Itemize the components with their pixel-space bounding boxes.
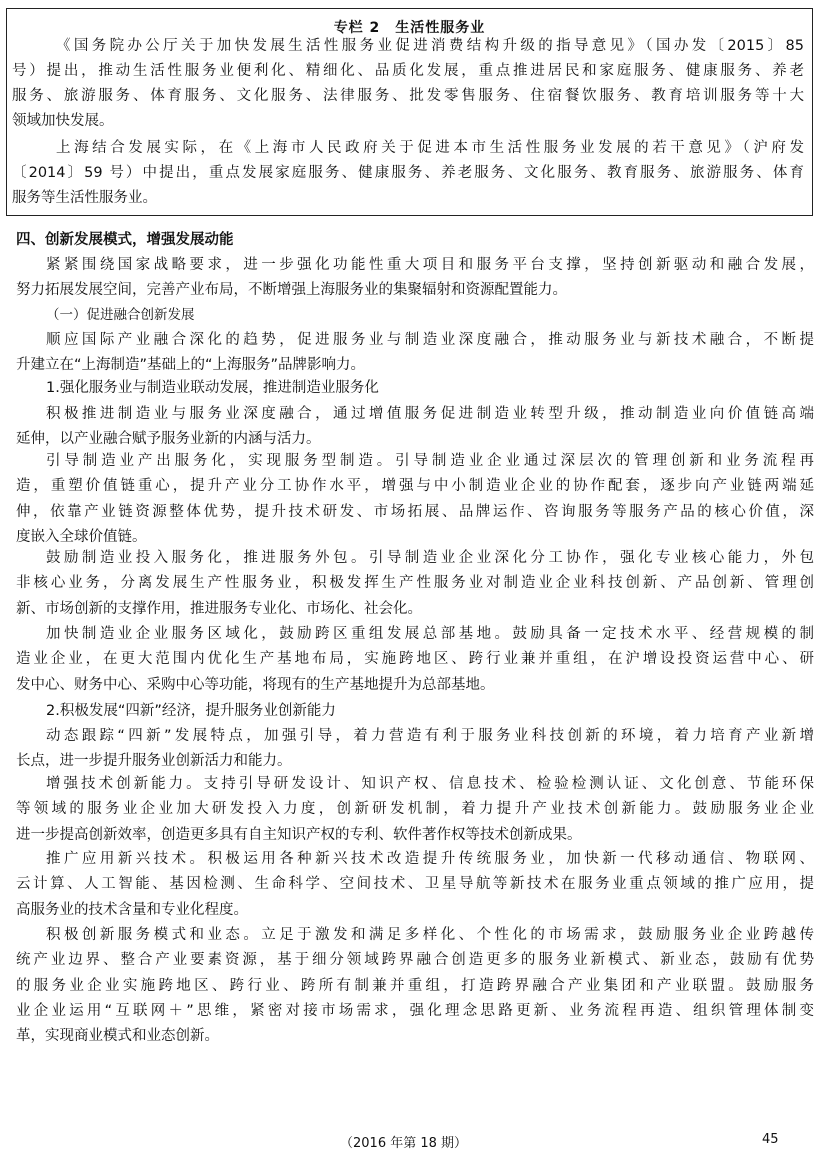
item-heading: 1.强化服务业与制造业联动发展，推进制造业服务化 xyxy=(46,380,379,396)
paragraph-line: 积极创新服务模式和业态。立足于激发和满足多样化、个性化的市场需求，鼓励服务业企业跨越传 xyxy=(46,927,814,943)
paragraph-line: 进一步提高创新效率，创造更多具有自主知识产权的专利、软件著作权等技术创新成果。 xyxy=(16,826,582,843)
box-title: 专栏 2 生活性服务业 xyxy=(333,20,486,36)
box-text-line: 服务等生活性服务业。 xyxy=(12,190,157,206)
paragraph-line: 的服务业企业实施跨地区、跨行业、跨所有制兼并重组，打造跨界融合产业集团和产业联盟。鼓励服务 xyxy=(16,977,814,994)
paragraph-line: 业企业运用“互联网＋”思维，紧密对接市场需求，强化理念思路更新、业务流程再造、组织管理体制变 xyxy=(16,1002,814,1019)
paragraph-line: 引导制造业产出服务化，实现服务型制造。引导制造业企业通过深层次的管理创新和业务流程再 xyxy=(46,453,814,469)
subsection-heading: （一）促进融合创新发展 xyxy=(46,307,195,323)
paragraph-line: 伸，依靠产业链资源整体优势，提升技术研发、市场拓展、品牌运作、咨询服务等服务产品的核心价值，深 xyxy=(16,503,814,520)
paragraph-line: 造，重塑价值链重心，提升产业分工协作水平，增强与中小制造业企业的协作配套，逐步向产业链两端延 xyxy=(16,478,814,495)
paragraph-line: 发中心、财务中心、采购中心等功能，将现有的生产基地提升为总部基地。 xyxy=(16,676,495,693)
paragraph-line: 等领域的服务业企业加大研发投入力度，创新研发机制，着力提升产业技术创新能力。鼓励服务业企业 xyxy=(16,801,814,818)
paragraph-line: 紧紧围绕国家战略要求，进一步强化功能性重大项目和服务平台支撑，坚持创新驱动和融合发展， xyxy=(46,257,814,273)
box-text-line: 服务、旅游服务、体育服务、文化服务、法律服务、批发零售服务、住宿餐饮服务、教育培训服务等十大 xyxy=(12,88,804,104)
paragraph-line: 云计算、人工智能、基因检测、生命科学、空间技术、卫星导航等新技术在服务业重点领域的推广应用，提 xyxy=(16,876,814,893)
page-number: 45 xyxy=(762,1132,779,1147)
paragraph-line: 推广应用新兴技术。积极运用各种新兴技术改造提升传统服务业，加快新一代移动通信、物联网、 xyxy=(46,851,814,867)
paragraph-line: 长点，进一步提升服务业创新活力和能力。 xyxy=(16,753,292,770)
section-heading: 四、创新发展模式，增强发展动能 xyxy=(16,232,234,248)
paragraph-line: 顺应国际产业融合深化的趋势，促进服务业与制造业深度融合，推动服务业与新技术融合，不断提 xyxy=(46,332,814,348)
paragraph-line: 非核心业务，分离发展生产性服务业，积极发挥生产性服务业对制造业企业科技创新、产品创新、管理创 xyxy=(16,575,814,592)
box-text-line: 号）提出，推动生活性服务业便利化、精细化、品质化发展，重点推进居民和家庭服务、健康服务、养老 xyxy=(12,63,804,79)
issue-label: （2016 年第 18 期） xyxy=(340,1136,468,1151)
paragraph-line: 新、市场创新的支撑作用，推进服务专业化、市场化、社会化。 xyxy=(16,600,422,617)
paragraph-line: 高服务业的技术含量和专业化程度。 xyxy=(16,901,248,918)
box-text-line: 《国务院办公厅关于加快发展生活性服务业促进消费结构升级的指导意见》（国办发〔2015〕85 xyxy=(56,38,804,54)
paragraph-line: 积极推进制造业与服务业深度融合，通过增值服务促进制造业转型升级，推动制造业向价值链高端 xyxy=(46,406,814,422)
paragraph-line: 造业企业，在更大范围内优化生产基地布局，实施跨地区、跨行业兼并重组，在沪增设投资运营中心、研 xyxy=(16,651,814,668)
paragraph-line: 努力拓展发展空间，完善产业布局，不断增强上海服务业的集聚辐射和资源配置能力。 xyxy=(16,282,567,299)
paragraph-line: 增强技术创新能力。支持引导研发设计、知识产权、信息技术、检验检测认证、文化创意、节能环保 xyxy=(46,776,814,792)
paragraph-line: 革，实现商业模式和业态创新。 xyxy=(16,1028,219,1045)
paragraph-line: 加快制造业企业服务区域化，鼓励跨区重组发展总部基地。鼓励具备一定技术水平、经营规模的制 xyxy=(46,626,814,642)
paragraph-line: 鼓励制造业投入服务化，推进服务外包。引导制造业企业深化分工协作，强化专业核心能力，外包 xyxy=(46,550,814,566)
item-heading: 2.积极发展“四新”经济，提升服务业创新能力 xyxy=(46,703,336,719)
paragraph-line: 动态跟踪“四新”发展特点，加强引导，着力营造有利于服务业科技创新的环境，着力培育产业新增 xyxy=(46,728,814,744)
paragraph-line: 升建立在“上海制造”基础上的“上海服务”品牌影响力。 xyxy=(16,357,366,374)
box-text-line: 领域加快发展。 xyxy=(12,113,114,129)
box-text-line: 〔2014〕59 号）中提出，重点发展家庭服务、健康服务、养老服务、文化服务、教育服务、旅游服务、体育 xyxy=(12,165,804,181)
paragraph-line: 度嵌入全球价值链。 xyxy=(16,528,147,545)
paragraph-line: 统产业边界、整合产业要素资源，基于细分领域跨界融合创造更多的服务业新模式、新业态，鼓励有优势 xyxy=(16,952,814,969)
box-text-line: 上海结合发展实际，在《上海市人民政府关于促进本市生活性服务业发展的若干意见》（沪府发 xyxy=(56,140,804,156)
paragraph-line: 延伸，以产业融合赋予服务业新的内涵与活力。 xyxy=(16,431,321,448)
